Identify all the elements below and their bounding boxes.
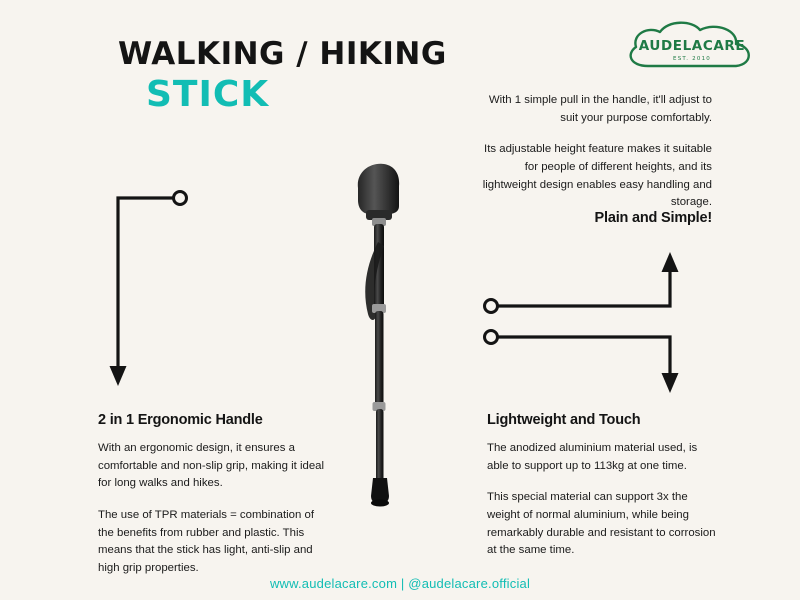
section-paragraph-2: This special material can support 3x the weight of normal aluminium, while being remarkably durable and resistant to corrosion at the same time.: [487, 491, 716, 557]
logo-tagline: EST. 2010: [673, 56, 711, 62]
walking-stick-photo: [330, 150, 470, 520]
intro-paragraph-2: Its adjustable height feature makes it suitable for people of different heights, and its lightweight design enables easy handling and storage.: [482, 143, 712, 209]
title-line-2: STICK: [146, 73, 270, 115]
section-paragraph-1: With an ergonomic design, it ensures a comfortable and non-slip grip, making it ideal for long walks and hikes.: [98, 442, 325, 490]
section-lightweight-touch: [487, 412, 717, 574]
section-ergonomic-handle: [98, 412, 328, 592]
page-title: [118, 38, 448, 114]
logo-wordmark: AUDELACARE: [638, 38, 746, 54]
title-line-1: WALKING / HIKING: [118, 36, 447, 72]
section-paragraph-2: The use of TPR materials = combination of the benefits from rubber and plastic. This means that the stick has light, anti-slip and high grip properties.: [98, 509, 314, 575]
section-paragraph-1: The anodized aluminium material used, is able to support up to 113kg at one time.: [487, 442, 698, 472]
intro-highlight: Plain and Simple!: [594, 210, 712, 226]
section-heading: Lightweight and Touch: [487, 412, 641, 428]
right-down-connector-arrow: [482, 325, 682, 397]
section-heading: 2 in 1 Ergonomic Handle: [98, 412, 263, 428]
walking-stick-graphic: [330, 150, 470, 520]
intro-paragraph-1: With 1 simple pull in the handle, it'll adjust to suit your purpose comfortably.: [488, 94, 712, 124]
intro-text: [480, 92, 712, 226]
right-up-connector-arrow: [482, 248, 682, 320]
footer-contact[interactable]: www.audelacare.com | @audelacare.official: [269, 576, 531, 591]
left-connector-arrow: [104, 186, 194, 396]
brand-logo: [618, 18, 766, 84]
